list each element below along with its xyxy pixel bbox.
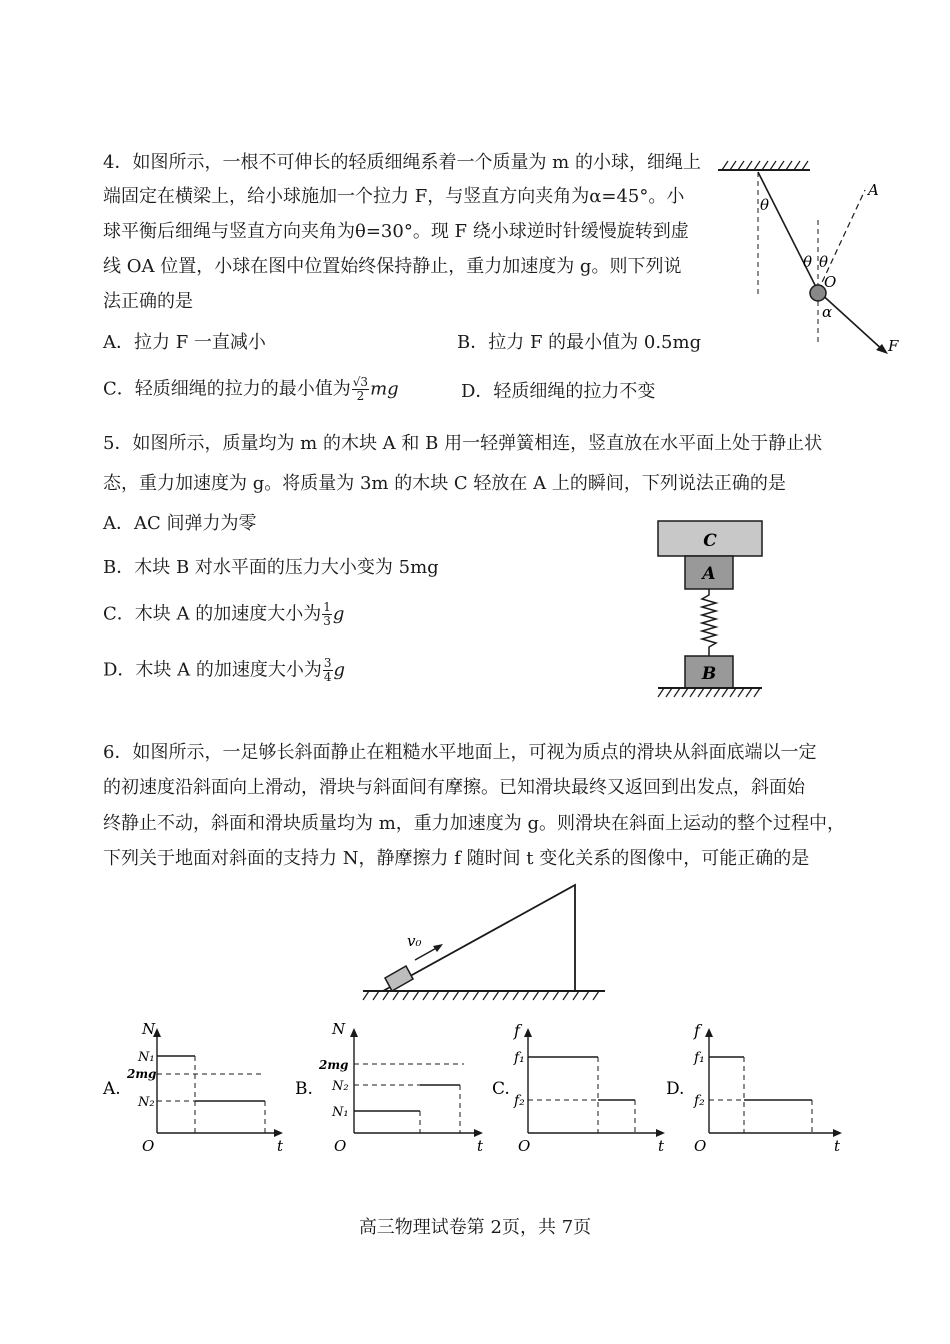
q5-option-c-num: 1 (323, 600, 331, 614)
q5-option-a: A．AC 间弹力为零 (103, 513, 257, 534)
q5-option-d-text: D．木块 A 的加速度大小为 (103, 659, 322, 681)
q4-option-c-fraction (352, 376, 369, 403)
q6-fig-v0: v₀ (407, 932, 422, 950)
q6-graph-a-ylabel: N (142, 1020, 156, 1038)
q6-graph-d (664, 1020, 849, 1155)
q6-graph-c (490, 1020, 670, 1155)
q6-graph-a-label-n2: N₂ (138, 1095, 155, 1110)
q4-line-3: 球平衡后细绳与竖直方向夹角为θ=30°。现 F 绕小球逆时针缓慢旋转到虚 (103, 221, 689, 242)
q4-line-1: 4．如图所示，一根不可伸长的轻质细绳系着一个质量为 m 的小球，细绳上 (103, 152, 701, 173)
q4-option-c-text: C．轻质细绳的拉力的最小值为 (103, 378, 351, 400)
q6-graph-d-label-f1: f₁ (694, 1050, 705, 1066)
q4-fig-theta-left: θ (803, 253, 813, 271)
q4-figure (710, 155, 925, 365)
q6-line-4: 下列关于地面对斜面的支持力 N，静摩擦力 f 随时间 t 变化关系的图像中，可能正确的是 (103, 848, 810, 869)
q4-line-5: 法正确的是 (103, 291, 193, 312)
q4-fig-O: O (824, 273, 837, 291)
q6-graph-b-label-n2: N₂ (332, 1079, 349, 1094)
q6-graph-c-origin: O (518, 1137, 531, 1155)
q4-fig-alpha: α (822, 303, 833, 321)
q6-graph-d-option: D. (666, 1079, 685, 1099)
q5-option-c-fraction (322, 601, 332, 628)
q4-fig-theta-top: θ (760, 196, 770, 214)
q5-option-c-text: C．木块 A 的加速度大小为 (103, 603, 322, 625)
q5-fig-B: B (701, 664, 717, 684)
q4-option-a: A．拉力 F 一直减小 (103, 332, 266, 353)
q4-option-c-den: 2 (356, 389, 365, 403)
q6-line-1: 6．如图所示，一足够长斜面静止在粗糙水平地面上，可视为质点的滑块从斜面底端以一定 (103, 742, 817, 763)
q4-option-c-unit: mg (370, 378, 399, 400)
q6-graph-c-xlabel: t (658, 1137, 665, 1155)
q4-option-d: D．轻质细绳的拉力不变 (461, 381, 656, 402)
q6-line-3: 终静止不动，斜面和滑块质量均为 m，重力加速度为 g。则滑块在斜面上运动的整个过程中， (103, 813, 846, 834)
q4-fig-F: F (888, 337, 899, 355)
q5-fig-A: A (702, 564, 716, 584)
q6-graph-a-xlabel: t (277, 1137, 284, 1155)
q6-graph-a-origin: O (142, 1137, 155, 1155)
q6-graph-d-xlabel: t (834, 1137, 841, 1155)
q4-line-2: 端固定在横梁上，给小球施加一个拉力 F，与竖直方向夹角为α=45°。小 (103, 186, 685, 207)
q6-graph-c-ylabel: f (514, 1021, 520, 1040)
q6-graph-a (100, 1020, 285, 1155)
q4-line-4: 线 OA 位置，小球在图中位置始终保持静止，重力加速度为 g。则下列说 (103, 256, 682, 277)
q5-line-1: 5．如图所示，质量均为 m 的木块 A 和 B 用一轻弹簧相连，竖直放在水平面上处于静止状 (103, 433, 823, 454)
q5-option-d (103, 657, 345, 684)
q6-graph-d-label-f2: f₂ (694, 1093, 705, 1109)
q5-figure (650, 515, 775, 705)
q5-option-d-unit: g (333, 659, 346, 681)
q6-graph-d-ylabel: f (694, 1021, 700, 1040)
q4-option-b: B．拉力 F 的最小值为 0.5mg (457, 332, 702, 353)
q5-option-d-fraction (323, 657, 333, 684)
q6-graph-c-option: C. (492, 1079, 510, 1099)
q6-graph-b-xlabel: t (477, 1137, 484, 1155)
q6-graph-d-origin: O (694, 1137, 707, 1155)
q6-graph-b-label-2mg: 2mg (319, 1058, 349, 1072)
q6-graph-b-option: B. (295, 1079, 313, 1099)
q6-graph-a-label-n1: N₁ (138, 1050, 155, 1065)
q6-graph-b-ylabel: N (332, 1020, 346, 1038)
q5-option-d-num: 3 (323, 656, 332, 670)
page-footer: 高三物理试卷第 2页，共 7页 (358, 1217, 592, 1238)
q6-line-2: 的初速度沿斜面向上滑动，滑块与斜面间有摩擦。已知滑块最终又返回到出发点，斜面始 (103, 777, 805, 798)
q6-graph-a-label-2mg: 2mg (127, 1067, 157, 1081)
q5-option-d-den: 4 (323, 670, 332, 684)
q4-fig-theta-right: θ (819, 253, 829, 271)
q4-option-c (103, 376, 399, 403)
q5-option-c-den: 3 (323, 614, 331, 628)
q6-graph-b-label-n1: N₁ (332, 1105, 349, 1120)
q5-fig-C: C (703, 531, 717, 551)
q5-option-c-unit: g (332, 603, 345, 625)
q6-graph-b (292, 1020, 487, 1155)
q6-graph-a-option: A. (103, 1079, 121, 1099)
q4-fig-A: A (868, 181, 879, 199)
q6-graph-c-label-f1: f₁ (514, 1050, 525, 1066)
q4-option-c-num: √3 (352, 375, 369, 389)
q5-option-c (103, 601, 344, 628)
q5-option-b: B．木块 B 对水平面的压力大小变为 5mg (103, 557, 439, 578)
q6-graph-c-label-f2: f₂ (514, 1093, 525, 1109)
q6-incline-figure (355, 880, 615, 1005)
q6-graph-b-origin: O (334, 1137, 347, 1155)
q5-line-2: 态，重力加速度为 g。将质量为 3m 的木块 C 轻放在 A 上的瞬间，下列说法正确的是 (103, 473, 786, 494)
